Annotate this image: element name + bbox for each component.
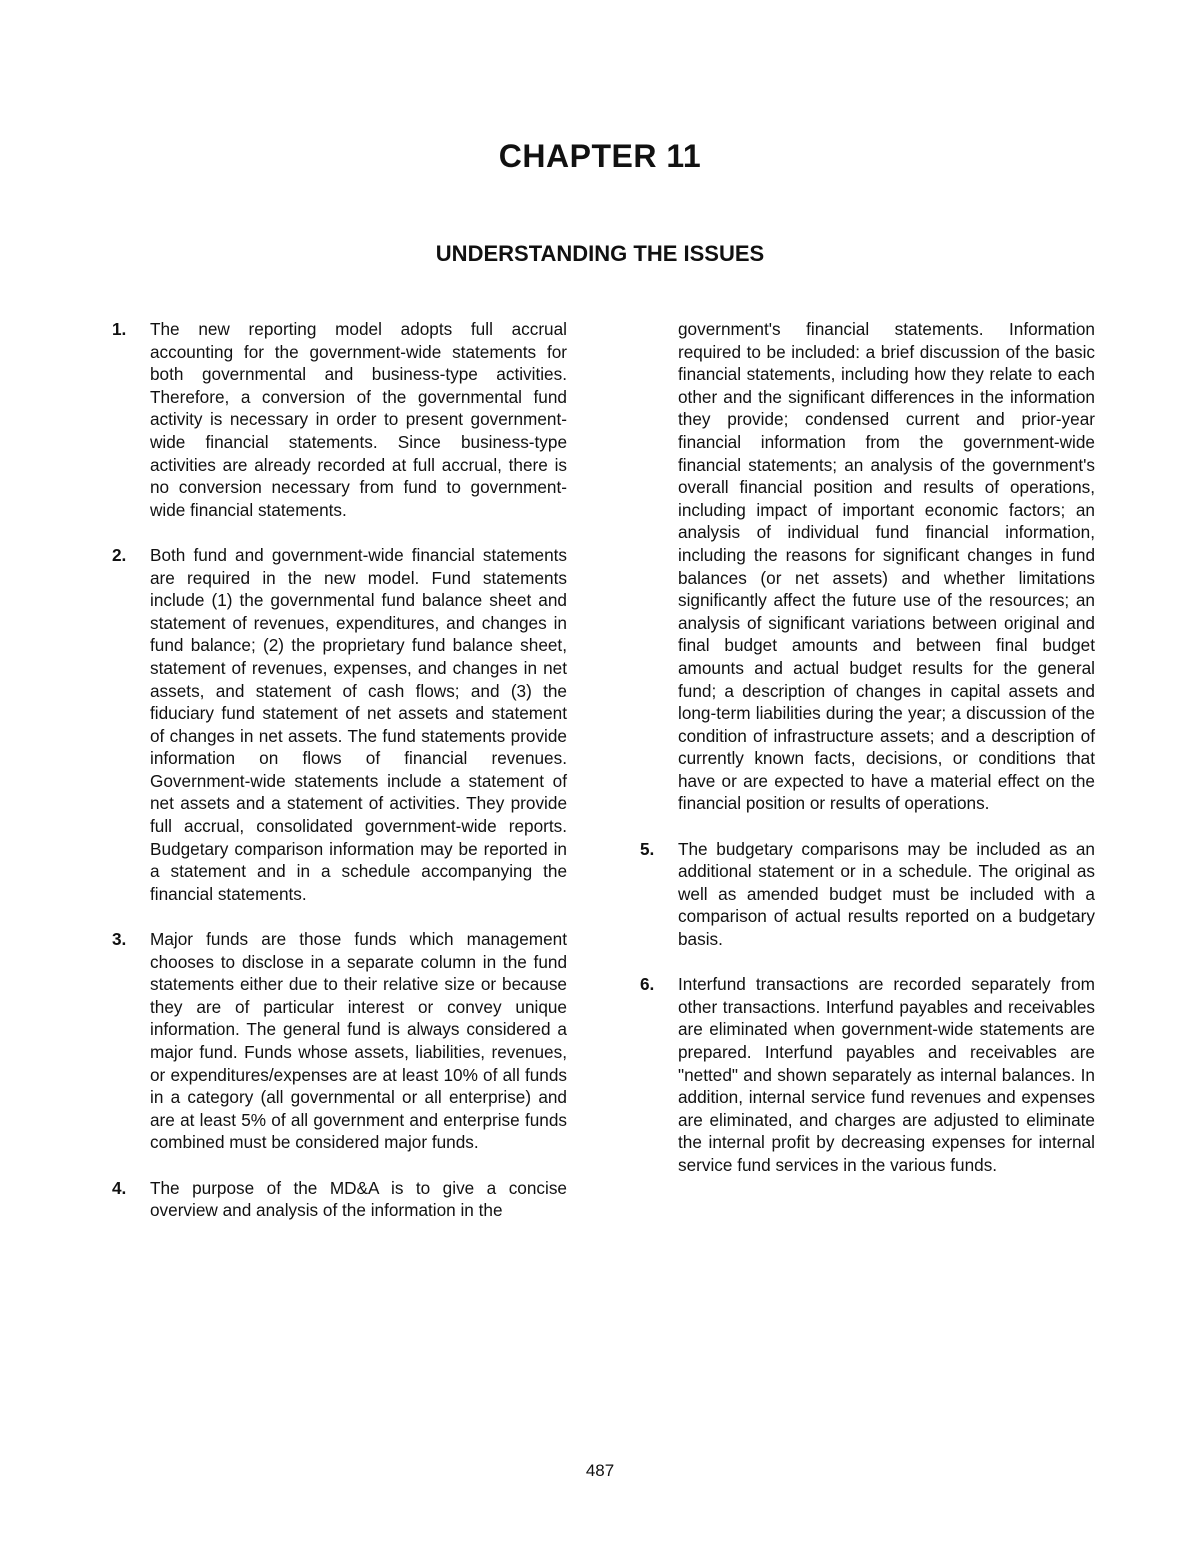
item-text: Interfund transactions are recorded separately from other transactions. Interfund payables and receivables are eliminated when government-wide statements are prepared. Interfund payables and receivables are "netted" and shown separately as internal balances. In addition, internal service fund revenues and expenses are eliminated, and charges are adjusted to eliminate the internal profit by decreasing expenses for internal service fund services in the various funds.	[678, 974, 1095, 1175]
list-item	[112, 1177, 567, 1222]
item-text: Major funds are those funds which management chooses to disclose in a separate column in the fund statements either due to their relative size or because they are of particular interest or convey unique information. The general fund is always considered a major fund. Funds whose assets, liabilities, revenues, or expenditures/expenses are at least 10% of all funds in a category (all governmental or all enterprise) and are at least 5% of all government and enterprise funds combined must be considered major funds.	[150, 929, 567, 1153]
item-text: The new reporting model adopts full accrual accounting for the government-wide statements for both governmental and business-type activities. Therefore, a conversion of the governmental fund activity is necessary in order to present government-wide financial statements. Since business-type activities are already recorded at full accrual, there is no conversion necessary from fund to government-wide financial statements.	[150, 319, 567, 520]
list-item	[112, 544, 567, 906]
section-title: UNDERSTANDING THE ISSUES	[435, 241, 765, 266]
list-item	[640, 838, 1095, 951]
chapter-title: CHAPTER 11	[498, 138, 702, 174]
page-number: 487	[585, 1461, 615, 1480]
item-number: 2.	[112, 544, 127, 565]
item-number: 4.	[112, 1177, 127, 1198]
item-text: Both fund and government-wide financial statements are required in the new model. Fund statements include (1) the governmental fund balance sheet and statement of revenues, expenditures, and changes in fund balance; (2) the proprietary fund balance sheet, statement of revenues, expenses, and changes in net assets, and statement of cash flows; and (3) the fiduciary fund statement of net assets and statement of changes in net assets. The fund statements provide information on flows of financial revenues. Government-wide statements include a statement of net assets and a statement of activities. They provide full accrual, consolidated government-wide reports. Budgetary comparison information may be reported in a statement and in a schedule accompanying the financial statements.	[150, 544, 567, 904]
list-item	[640, 973, 1095, 1176]
item-text: The budgetary comparisons may be included as an additional statement or in a schedule. The original as well as amended budget must be included with a comparison of actual results reported on a budgetary basis.	[678, 838, 1095, 950]
item-number: 3.	[112, 929, 127, 950]
item-number: 1.	[112, 319, 127, 339]
item-number: 6.	[640, 974, 655, 995]
item-continuation: government's financial statements. Information required to be included: a brief discussion of the basic financial statements, including how they relate to each other and the significant differences in the information they provide; condensed current and prior-year financial information from the government-wide financial statements; an analysis of the government's overall financial position and results of operations, including impact of important economic factors; an analysis of individual fund financial information, including the reasons for significant changes in fund balances (or net assets) and whether limitations significantly affect the future use of the resources; an analysis of significant variations between original and final budget amounts and between final budget amounts and actual budget results for the general fund; a description of changes in capital assets and long-term liabilities during the year; a discussion of the condition of infrastructure assets; and a description of currently known facts, decisions, or conditions that have or are expected to have a material effect on the financial position or results of operations.	[678, 319, 1095, 814]
list-item	[112, 318, 567, 521]
left-column	[112, 318, 567, 1244]
right-column	[640, 318, 1095, 1199]
list-item	[112, 928, 567, 1154]
item-number: 5.	[640, 838, 655, 859]
item-text: The purpose of the MD&A is to give a concise overview and analysis of the information in the	[150, 1177, 567, 1221]
